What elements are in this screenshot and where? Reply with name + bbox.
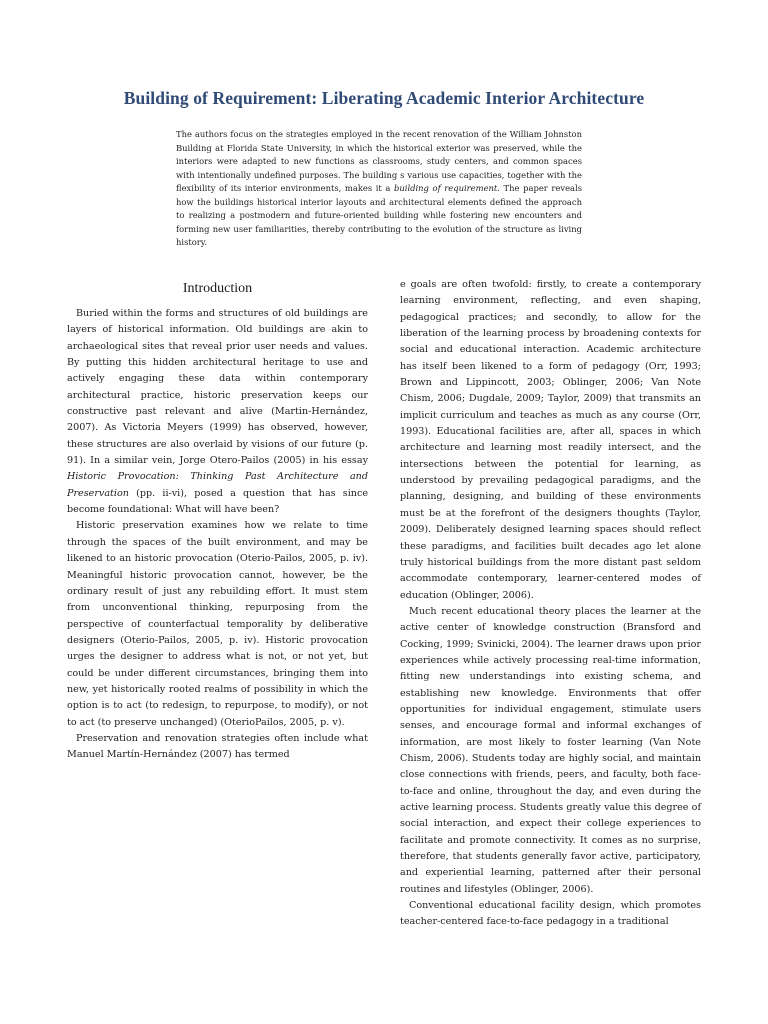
intro-paragraph-1-b: (pp. ii-vi), posed a question that has since become foundational: What will have been? bbox=[67, 487, 368, 516]
right-paragraph-1: e goals are often twofold: firstly, to create a contemporary learning environment, reflecting, and even shaping, pedagogical practices; and secondly, to allow for the liberation of the learning process by broadening contexts for social and educational interaction. Academic architecture has itself been likened to a form of pedagogy (Orr, 1993; Brown and Lippincott, 2003; Oblinger, 2006; Van Note Chism, 2006; Dugdale, 2009; Taylor, 2009) that transmits an implicit curriculum and teaches as much as any course (Orr, 1993). Educational facilities are, after all, spaces in which architecture and learning most readily intersect, and the intersections between the potential for learning, as understood by prevailing pedagogical paradigms, and the planning, designing, and building of these environments must be at the forefront of the designers thoughts (Taylor, 2009). Deliberately designed learning spaces should reflect these paradigms, and facilities built decades ago let alone truly historical buildings from the more distant past seldom accommodate contemporary, learner-centered modes of education (Oblinger, 2006). bbox=[400, 279, 701, 601]
right-paragraph-2: Much recent educational theory places the learner at the active center of knowledge construction (Bransford and Cocking, 1999; Svinicki, 2004). The learner draws upon prior experiences while actively processing real-time information, fitting new understandings into existing schema, and establishing new knowledge. Environments that offer opportunities for individual engagement, stimulate users senses, and encourage formal and informal exchanges of information, are most likely to foster learning (Van Note Chism, 2006). Students today are highly social, and maintain close connections with friends, peers, and faculty, both face-to-face and online, throughout the day, and even during the active learning process. Students greatly value this degree of social interaction, and expect their college experiences to facilitate and promote connectivity. It comes as no surprise, therefore, that students generally favor active, participatory, and experiential learning, patterned after their personal routines and lifestyles (Oblinger, 2006). bbox=[400, 605, 701, 895]
abstract-text-part1: The authors focus on the strategies employed in the recent renovation of the William Johnston Building at Florida State University, in which the historical exterior was preserved, while the interiors were adapted to new functions as classrooms, study centers, and common spaces with intentionally undefined purposes. The building s various use capacities, together with the flexibility of its interior environments, makes it a bbox=[176, 129, 582, 193]
abstract-italic-term: building of requirement. bbox=[394, 183, 500, 193]
intro-paragraph-1 bbox=[67, 306, 368, 518]
intro-paragraph-3: Preservation and renovation strategies often include what Manuel Martín-Hernández (2007) has termed bbox=[67, 732, 368, 761]
intro-paragraph-1-italic-title: Historic Provocation: Thinking Past Architecture and Preservation bbox=[67, 471, 368, 499]
abstract bbox=[176, 128, 582, 250]
abstract-text-part2: The paper reveals how the buildings historical interior layouts and architectural elements defined the approach to realizing a postmodern and future-oriented building while fostering new encounters and forming new user familiarities, thereby contributing to the evolution of the structure as living history. bbox=[176, 183, 582, 247]
intro-paragraph-2: Historic preservation examines how we relate to time through the spaces of the built environment, and may be likened to an historic provocation (Oterio-Pailos, 2005, p. iv). Meaningful historic provocation cannot, however, be the ordinary result of just any rebuilding effort. It must stem from unconventional thinking, repurposing from the perspective of counterfactual temporality by deliberative designers (Oterio-Pailos, 2005, p. iv). Historic provocation urges the designer to address what is not, or not yet, but could be under different circumstances, bringing them into new, yet historically rooted realms of possibility in which the option is to act (to redesign, to repurpose, to modify), or not to act (to preserve unchanged) (OterioPailos, 2005, p. v). bbox=[67, 520, 368, 728]
right-paragraph-3: Conventional educational facility design, which promotes teacher-centered face-to-face pedagogy in a traditional bbox=[400, 900, 701, 928]
intro-paragraph-1-a: Buried within the forms and structures of old buildings are layers of historical information. Old buildings are akin to archaeological sites that reveal prior user needs and values. By putting this hidden architectural heritage to use and actively engaging these data within contemporary architectural practice, historic preservation keeps our constructive past relevant and alive (Martin-Hernández, 2007). As Victoria Meyers (1999) has observed, however, these structures are also overlaid by visions of our future (p. 91). In a similar vein, Jorge Otero-Pailos (2005) in his essay bbox=[67, 308, 368, 467]
right-column bbox=[400, 277, 701, 931]
section-heading-introduction: Introduction bbox=[182, 281, 253, 296]
left-column bbox=[67, 280, 368, 764]
page-title: Building of Requirement: Liberating Academic Interior Architecture bbox=[123, 87, 645, 108]
